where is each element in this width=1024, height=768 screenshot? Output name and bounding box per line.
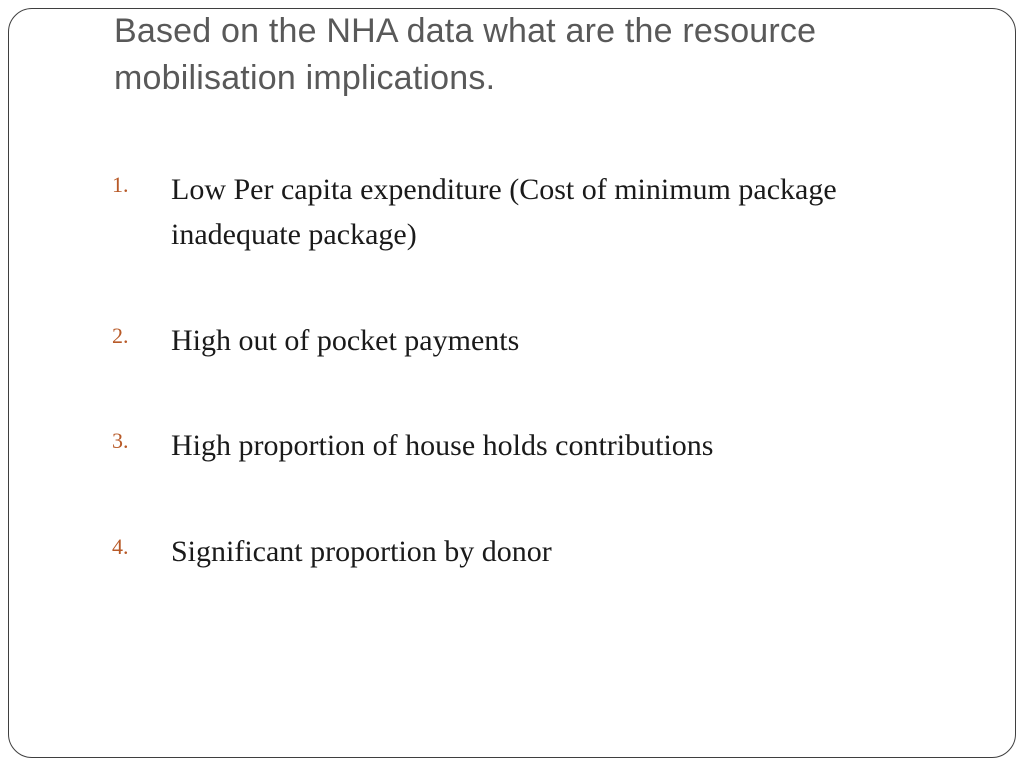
list-item-number: 3.	[112, 428, 129, 453]
list-item-number: 4.	[112, 534, 129, 559]
list-item-text: High out of pocket payments	[171, 324, 520, 357]
list-item-text: High proportion of house holds contributions	[171, 429, 714, 462]
list-item-text: Low Per capita expenditure (Cost of minimum package inadequate package)	[171, 173, 837, 251]
slide-title: Based on the NHA data what are the resource mobilisation implications.	[114, 12, 817, 97]
list-item-number: 2.	[112, 323, 129, 348]
list-item-text: Significant proportion by donor	[171, 535, 552, 568]
list-item-number: 1.	[112, 172, 129, 197]
